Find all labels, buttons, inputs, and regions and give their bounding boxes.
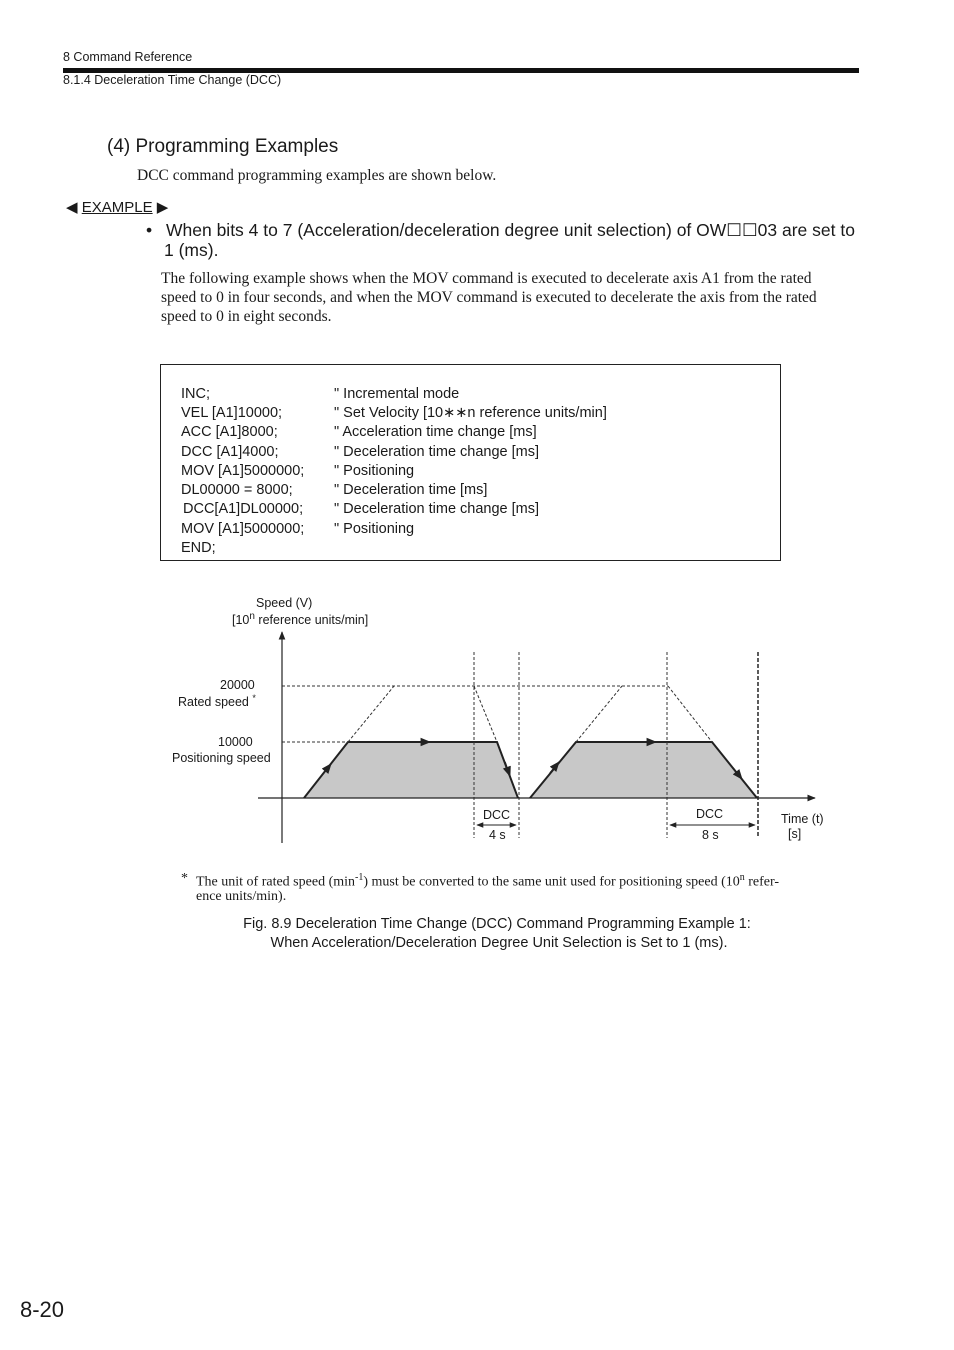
footnote-t1: The unit of rated speed (min (196, 874, 356, 890)
profile-fill-1 (304, 742, 518, 798)
direction-arrow (505, 762, 510, 776)
code-comment: " Incremental mode (334, 386, 460, 402)
code-cmd: MOV [A1]5000000; (181, 521, 305, 537)
code-cmd: MOV [A1]5000000; (181, 463, 305, 479)
x-axis-unit: [s] (788, 827, 802, 841)
accel-extension-2 (576, 686, 622, 742)
code-cmd: DCC[A1]DL00000; (183, 501, 304, 517)
y-axis-unit (232, 611, 368, 627)
accel-extension-1 (348, 686, 394, 742)
code-comment: " Acceleration time change [ms] (334, 424, 537, 440)
positioning-speed-value: 10000 (218, 735, 253, 749)
dcc2-label: DCC (696, 807, 724, 821)
code-comment: " Deceleration time change [ms] (334, 444, 540, 460)
code-cmd: END; (181, 540, 216, 556)
footnote-mark: * (181, 871, 188, 886)
rated-speed-text: Rated speed (178, 695, 249, 710)
footnote-line2: ence units/min). (196, 889, 287, 904)
code-comment: " Positioning (334, 521, 415, 537)
right-triangle-icon: ▶ (156, 199, 169, 216)
rated-speed-value: 20000 (220, 678, 255, 692)
footnote-t3: refer- (744, 874, 780, 890)
profile-line-1 (304, 742, 518, 798)
direction-arrow (322, 764, 331, 775)
footnote-sup2: n (739, 872, 745, 883)
dcc2-time: 8 s (702, 828, 719, 842)
code-cmd: INC; (181, 386, 210, 402)
profile-fill-2 (530, 742, 757, 798)
y-axis-title: Speed (V) (256, 596, 313, 610)
example-tag (66, 198, 168, 216)
code-cmd: DCC [A1]4000; (181, 444, 279, 460)
dcc1-label: DCC (483, 808, 511, 822)
direction-arrow (733, 768, 742, 779)
profile-line-2 (530, 742, 757, 798)
positioning-speed-label: Positioning speed (172, 751, 271, 765)
figure-caption-line2: When Acceleration/Deceleration Degree Unit Selection is Set to 1 (ms). (270, 935, 728, 951)
figure-caption-line1: Fig. 8.9 Deceleration Time Change (DCC) Command Programming Example 1: (243, 916, 751, 932)
section-title: (4) Programming Examples (107, 136, 339, 157)
body-line-3: speed to 0 in eight seconds. (161, 308, 332, 325)
code-comment: " Set Velocity [10∗∗n reference units/min] (334, 405, 607, 421)
example-label: EXAMPLE (81, 199, 153, 216)
chapter-header: 8 Command Reference (63, 50, 193, 64)
code-comment: " Positioning (334, 463, 415, 479)
code-cmd: ACC [A1]8000; (181, 424, 278, 440)
dcc1-time: 4 s (489, 828, 506, 842)
body-line-2: speed to 0 in four seconds, and when the MOV command is executed to decelerate the axis from the rated (161, 289, 817, 306)
x-axis-title: Time (t) (781, 812, 824, 826)
code-cmd: VEL [A1]10000; (181, 405, 283, 421)
direction-arrow (550, 762, 559, 773)
footnote-t2: ) must be converted to the same unit used for positioning speed (10 (363, 874, 740, 890)
left-triangle-icon: ◀ (66, 199, 78, 216)
footnote-sup1: -1 (355, 872, 364, 883)
rated-speed-label (178, 693, 256, 709)
code-listing (160, 364, 781, 561)
section-header: 8.1.4 Deceleration Time Change (DCC) (63, 73, 282, 87)
intro-text: DCC command programming examples are shown below. (137, 167, 497, 184)
body-line-1: The following example shows when the MOV command is executed to decelerate axis A1 from the rated (161, 270, 812, 287)
decel-extension-2 (668, 686, 712, 742)
code-comment: " Deceleration time change [ms] (334, 501, 540, 517)
bullet-heading-line1: When bits 4 to 7 (Acceleration/deceleration degree unit selection) of OW☐☐03 are set to (166, 220, 855, 240)
y-unit-pre: [10 (232, 613, 250, 628)
page-number: 8-20 (20, 1297, 65, 1322)
decel-extension-1 (474, 686, 497, 742)
bullet-heading-line2: 1 (ms). (164, 240, 219, 260)
y-unit-post: reference units/min] (254, 613, 369, 628)
y-unit-sup: n (249, 611, 255, 622)
code-comment: " Deceleration time [ms] (334, 482, 488, 498)
bullet-mark: • (146, 220, 153, 240)
code-cmd: DL00000 = 8000; (181, 482, 293, 498)
rated-speed-mark: * (252, 693, 256, 703)
